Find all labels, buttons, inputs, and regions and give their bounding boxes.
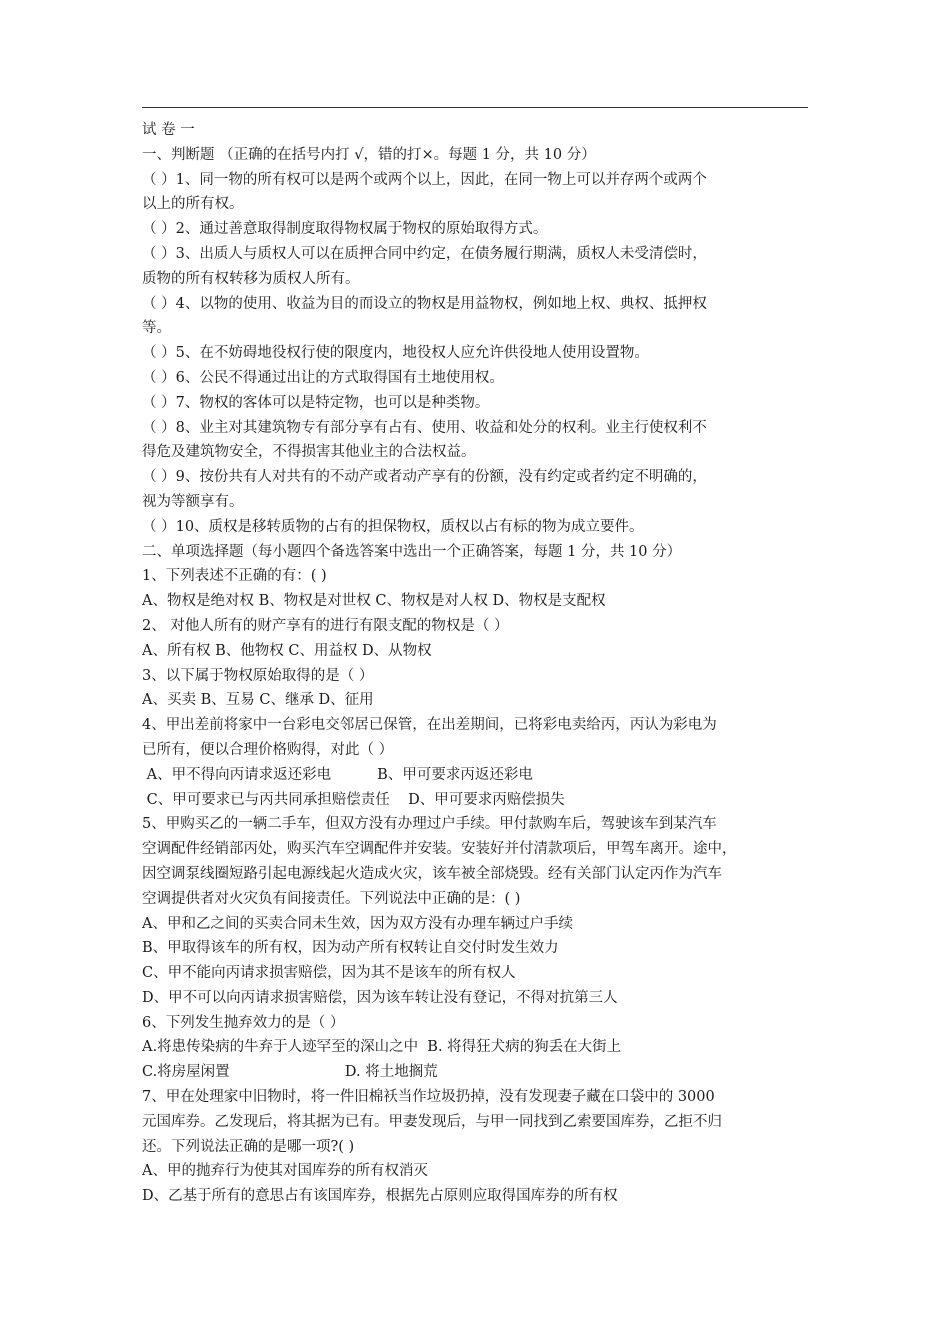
question-line: （ ）3、出质人与质权人可以在质押合同中约定，在债务履行期满，质权人未受清偿时， — [142, 245, 707, 262]
option-line: A、甲的抛弃行为使其对国库券的所有权消灭 — [142, 1163, 428, 1180]
question-line: （ ）10、质权是移转质物的占有的担保物权，质权以占有标的物为成立要件。 — [142, 518, 644, 535]
question-line: （ ）7、物权的客体可以是特定物，也可以是种类物。 — [142, 394, 490, 411]
question-line: 还。下列说法正确的是哪一项?( ) — [142, 1138, 355, 1155]
question-line: 6、下列发生抛弃效力的是（ ） — [142, 1014, 345, 1031]
question-line: 1、下列表述不正确的有：( ) — [142, 568, 327, 585]
question-line: 2、 对他人所有的财产享有的进行有限支配的物权是（ ） — [142, 617, 509, 634]
question-line: （ ）5、在不妨碍地役权行使的限度内，地役权人应允许供役地人使用设置物。 — [142, 345, 649, 362]
question-line: 等。 — [142, 320, 171, 337]
question-line: （ ）2、通过善意取得制度取得物权属于物权的原始取得方式。 — [142, 221, 548, 238]
question-line: 质物的所有权转移为质权人所有。 — [142, 270, 360, 287]
option-line: A、甲不得向丙请求返还彩电 B、甲可要求丙返还彩电 — [142, 766, 533, 783]
option-line: A.将患传染病的牛弃于人迹罕至的深山之中 B. 将得狂犬病的狗丢在大街上 — [142, 1039, 622, 1056]
option-line: D、甲不可以向丙请求损害赔偿，因为该车转让没有登记，不得对抗第三人 — [142, 989, 618, 1006]
option-line: A、物权是绝对权 B、物权是对世权 C、物权是对人权 D、物权是支配权 — [142, 593, 606, 610]
question-line: （ ）1、同一物的所有权可以是两个或两个以上，因此，在同一物上可以并存两个或两个 — [142, 171, 707, 188]
option-line: A、买卖 B、互易 C、继承 D、征用 — [142, 692, 374, 709]
question-line: 空调提供者对火灾负有间接责任。下列说法中正确的是：( ) — [142, 890, 521, 907]
option-line: A、所有权 B、他物权 C、用益权 D、从物权 — [142, 642, 432, 659]
question-line: 7、甲在处理家中旧物时，将一件旧棉袄当作垃圾扔掉，没有发现妻子藏在口袋中的 3000 — [142, 1089, 715, 1106]
option-line: C、甲不能向丙请求损害赔偿，因为其不是该车的所有权人 — [142, 965, 516, 982]
option-line: D、乙基于所有的意思占有该国库券，根据先占原则应取得国库券的所有权 — [142, 1188, 618, 1205]
section-heading-true-false: 一、判断题 （正确的在括号内打 √，错的打×。每题 1 分，共 10 分） — [142, 146, 596, 163]
question-line: 4、甲出差前将家中一台彩电交邻居已保管，在出差期间，已将彩电卖给丙，丙认为彩电为 — [142, 717, 717, 734]
question-line: （ ）6、公民不得通过出让的方式取得国有土地使用权。 — [142, 369, 504, 386]
question-line: 以上的所有权。 — [142, 196, 244, 213]
question-line: 元国库券。乙发现后，将其据为已有。甲妻发现后，与甲一同找到乙索要国库券，乙拒不归 — [142, 1113, 722, 1130]
option-line: C.将房屋闲置 D. 将土地搁荒 — [142, 1064, 438, 1081]
question-line: 视为等额享有。 — [142, 493, 244, 510]
question-line: 空调配件经销部丙处，购买汽车空调配件并安装。安装好并付清款项后，甲驾车离开。途中， — [142, 841, 737, 858]
question-line: （ ）4、以物的使用、收益为目的而设立的物权是用益物权，例如地上权、典权、抵押权 — [142, 295, 707, 312]
question-line: 得危及建筑物安全，不得损害其他业主的合法权益。 — [142, 444, 476, 461]
exam-title: 试 卷 一 — [142, 122, 195, 138]
header-rule — [142, 107, 808, 108]
option-line: B、甲取得该车的所有权，因为动产所有权转让自交付时发生效力 — [142, 940, 559, 957]
question-line: （ ）8、业主对其建筑物专有部分享有占有、使用、收益和处分的权利。业主行使权利不 — [142, 419, 707, 436]
question-line: （ ）9、按份共有人对共有的不动产或者动产享有的份额，没有约定或者约定不明确的， — [142, 469, 707, 486]
section-heading-multiple-choice: 二、单项选择题（每小题四个备选答案中选出一个正确答案，每题 1 分，共 10 分） — [142, 543, 682, 560]
question-line: 已所有，便以合理价格购得，对此（ ） — [142, 741, 394, 758]
question-line: 5、甲购买乙的一辆二手车，但双方没有办理过户手续。甲付款购车后，驾驶该车到某汽车 — [142, 816, 717, 833]
question-line: 3、以下属于物权原始取得的是（ ） — [142, 667, 374, 684]
option-line: C、甲可要求已与丙共同承担赔偿责任 D、甲可要求丙赔偿损失 — [142, 791, 565, 808]
exam-content — [142, 118, 808, 1209]
option-line: A、甲和乙之间的买卖合同未生效，因为双方没有办理车辆过户手续 — [142, 915, 573, 932]
question-line: 因空调泵线圈短路引起电源线起火造成火灾，该车被全部烧毁。经有关部门认定丙作为汽车 — [142, 865, 722, 882]
